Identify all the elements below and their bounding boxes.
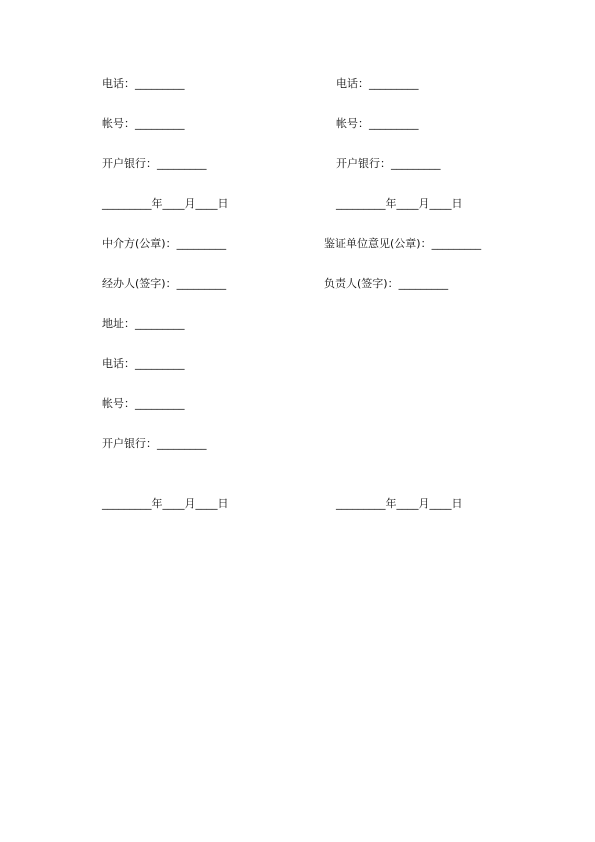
address-field: 地址：_________: [102, 317, 185, 330]
account-row-2: [0, 395, 595, 413]
contact-phone-row: [0, 75, 595, 93]
intermediary-seal-field: 中介方(公章)：_________: [102, 237, 227, 250]
phone-row-2: [0, 355, 595, 373]
right-account-field: 帐号：_________: [336, 117, 419, 130]
left-phone-field: 电话：_________: [102, 77, 185, 90]
bank-field-2: 开户银行：_________: [102, 437, 207, 450]
address-row: [0, 315, 595, 333]
responsible-signature-field: 负责人(签字)：_________: [324, 277, 449, 290]
left-date-field: _________年____月____日: [102, 197, 229, 210]
right-date-field: _________年____月____日: [336, 197, 463, 210]
seal-row: [0, 235, 595, 253]
right-bank-field: 开户银行：_________: [336, 157, 441, 170]
handler-signature-field: 经办人(签字)：_________: [102, 277, 227, 290]
certification-opinion-field: 鉴证单位意见(公章)：_________: [324, 237, 482, 250]
bank-row: [0, 155, 595, 173]
bank-row-2: [0, 435, 595, 453]
date-row-1: [0, 195, 595, 213]
phone-field-2: 电话：_________: [102, 357, 185, 370]
right-phone-field: 电话：_________: [336, 77, 419, 90]
account-number-row: [0, 115, 595, 133]
right-date-field-2: _________年____月____日: [336, 497, 463, 510]
left-account-field: 帐号：_________: [102, 117, 185, 130]
left-bank-field: 开户银行：_________: [102, 157, 207, 170]
signature-row: [0, 275, 595, 293]
account-field-2: 帐号：_________: [102, 397, 185, 410]
date-row-2: [0, 495, 595, 513]
left-date-field-2: _________年____月____日: [102, 497, 229, 510]
